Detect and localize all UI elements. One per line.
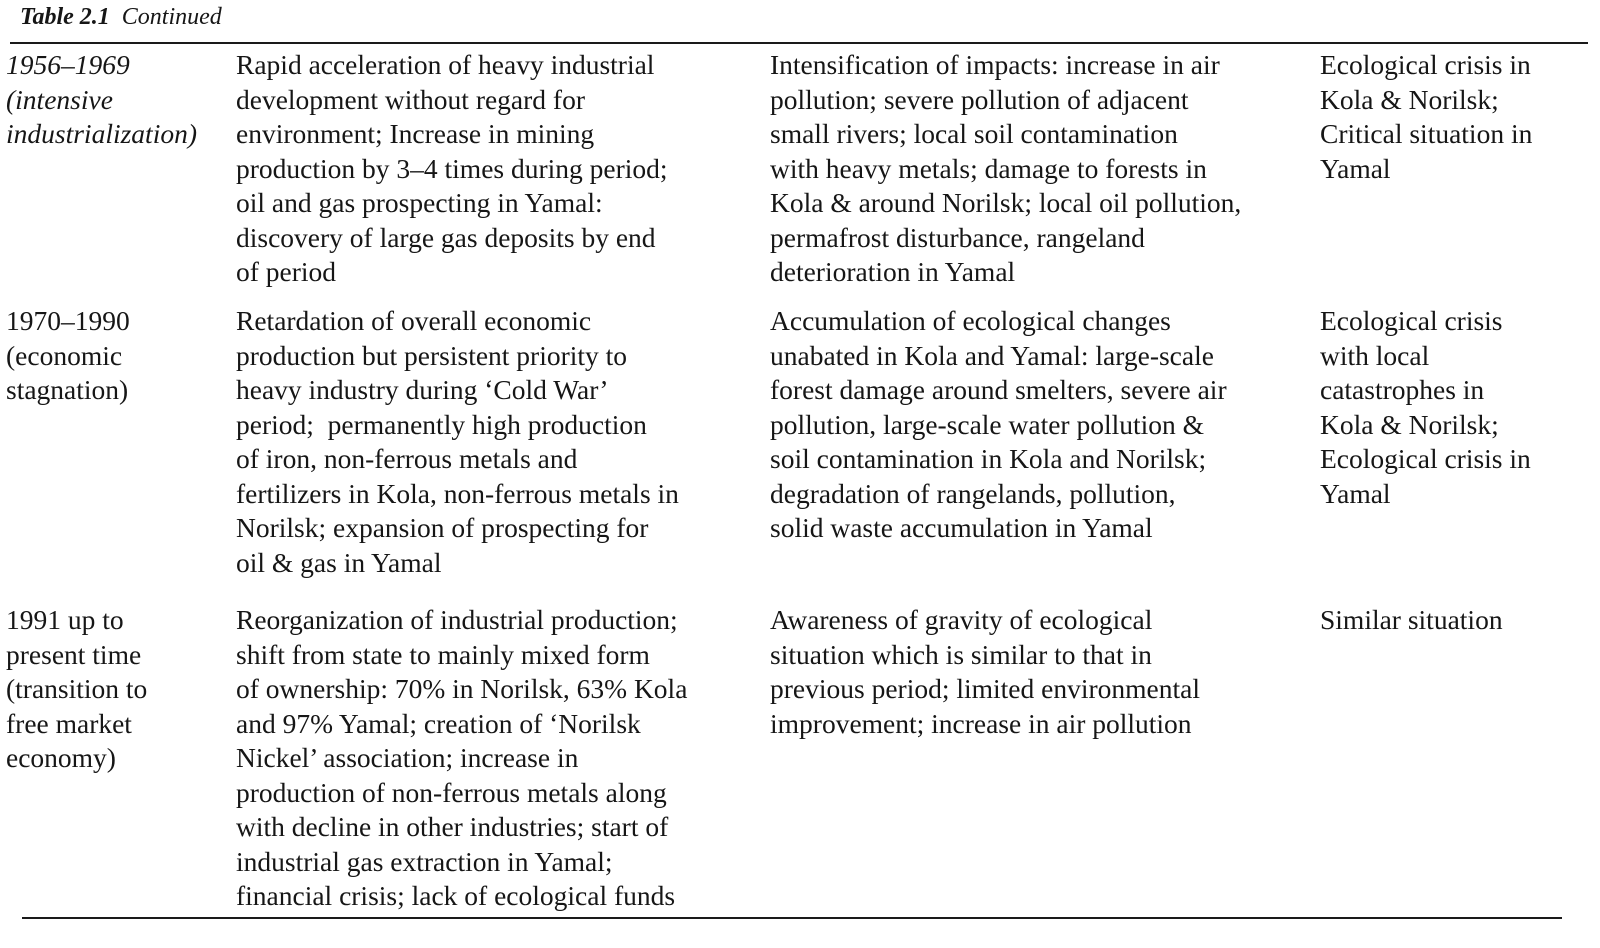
development-cell: Retardation of overall economic production but persistent priority to heavy industry during ‘Cold War’ period; permanently high production of iron, non-ferrous metals and fertilizers in Kola, non-ferrous metals in Norilsk; expansion of prospecting for oil & gas in Yamal — [236, 305, 679, 578]
table-top-rule — [10, 42, 1588, 44]
period-cell: 1956–1969 (intensive industrialization) — [6, 49, 197, 149]
status-cell: Ecological crisis with local catastrophes in Kola & Norilsk; Ecological crisis in Yamal — [1320, 305, 1531, 509]
period-cell: 1970–1990 (economic stagnation) — [6, 305, 130, 405]
table-caption-text: Continued — [121, 4, 222, 30]
impacts-cell: Accumulation of ecological changes unabated in Kola and Yamal: large-scale forest damage around smelters, severe air pollution, large-scale water pollution & soil contamination in Kola and Norilsk; degradation of rangelands, pollution, solid waste accumulation in Yamal — [770, 305, 1227, 543]
development-cell: Rapid acceleration of heavy industrial development without regard for environment; Increase in mining production by 3–4 times during period; oil and gas prospecting in Yamal: discovery of large gas deposits by end of period — [236, 49, 668, 287]
development-cell: Reorganization of industrial production; shift from state to mainly mixed form of ownership: 70% in Norilsk, 63% Kola and 97% Yamal; creation of ‘Norilsk Nickel’ association; increase in production of non-ferrous metals along with decline in other industries; start of industrial gas extraction in Yamal; financial crisis; lack of ecological funds — [236, 604, 688, 911]
table-caption-label: Table 2.1 — [20, 4, 110, 30]
status-cell: Similar situation — [1320, 604, 1503, 635]
status-cell: Ecological crisis in Kola & Norilsk; Critical situation in Yamal — [1320, 49, 1533, 184]
table-caption — [20, 4, 222, 31]
table-bottom-rule — [22, 917, 1562, 919]
impacts-cell: Awareness of gravity of ecological situation which is similar to that in previous period; limited environmental improvement; increase in air pollution — [770, 604, 1200, 739]
impacts-cell: Intensification of impacts: increase in air pollution; severe pollution of adjacent small rivers; local soil contamination with heavy metals; damage to forests in Kola & around Norilsk; local oil pollution, permafrost disturbance, rangeland deterioration in Yamal — [770, 49, 1242, 287]
period-cell: 1991 up to present time (transition to free market economy) — [6, 604, 148, 773]
